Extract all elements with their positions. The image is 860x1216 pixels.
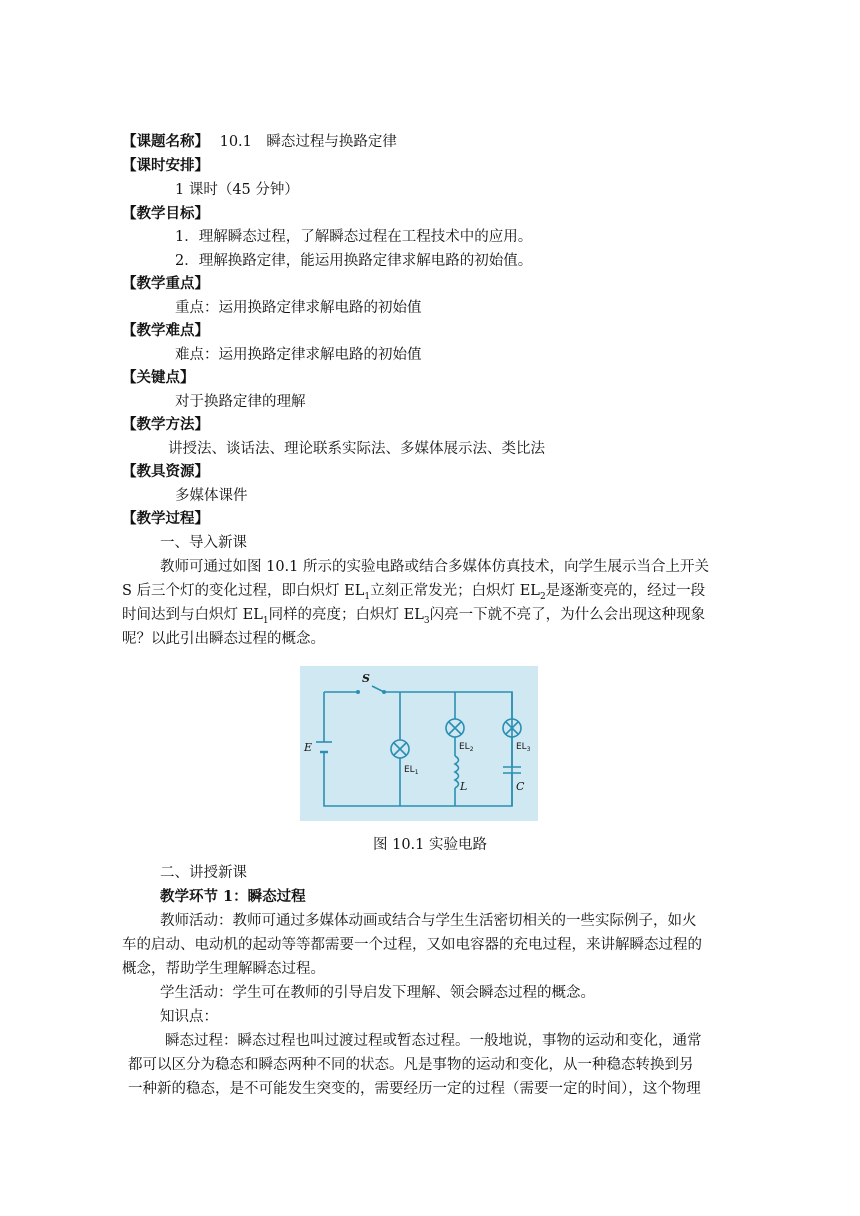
intro-line-2: S 后三个灯的变化过程，即白炽灯 $EL_1$立刻正常发光；白炽灯 $EL_2$是逐渐变亮的，经过一段: [122, 583, 706, 602]
inductor-label: L: [460, 780, 468, 793]
schedule-text: 1 课时（45 分钟）: [175, 182, 299, 198]
key-points-text: 重点：运用换路定律求解电路的初始值: [175, 300, 422, 316]
methods-text: 讲授法、谈话法、理论联系实际法、多媒体展示法、类比法: [168, 441, 545, 457]
section-label-critical: 【关键点】: [122, 369, 195, 386]
section-label-difficulties: 【教学难点】: [122, 322, 209, 339]
teacher-line-1: 教师活动：教师可通过多媒体动画或结合与学生生活密切相关的一些实际例子，如火: [160, 913, 697, 929]
objective-item-2: 2．理解换路定律，能运用换路定律求解电路的初始值。: [175, 253, 533, 269]
intro-line-4: 呢？以此引出瞬态过程的概念。: [122, 631, 325, 647]
resources-text: 多媒体课件: [175, 488, 248, 504]
teacher-line-3: 概念，帮助学生理解瞬态过程。: [122, 961, 325, 977]
step-intro-heading: 一、导入新课: [160, 535, 247, 551]
lamp2-label: $EL_2$: [459, 742, 474, 753]
lesson-title-value: 10.1 瞬态过程与换路定律: [219, 134, 397, 150]
lamp3-label: $EL_3$: [516, 742, 531, 753]
section-label-schedule: 【课时安排】: [122, 157, 209, 174]
knowledge-line-3: 一种新的稳态，是不可能发生突变的，需要经历一定的过程（需要一定的时间），这个物理: [128, 1081, 701, 1097]
switch-label: S: [362, 672, 370, 685]
knowledge-label: 知识点：: [160, 1009, 218, 1025]
intro-line-3: 时间达到与白炽灯 $EL_1$同样的亮度；白炽灯 $EL_3$闪亮一下就不亮了，为什么会出现这种现象: [122, 607, 706, 626]
section-label-objectives: 【教学目标】: [122, 205, 209, 222]
student-line: 学生活动：学生可在教师的引导启发下理解、领会瞬态过程的概念。: [160, 985, 595, 1001]
section-label-process: 【教学过程】: [122, 510, 209, 527]
circuit-figure: [300, 666, 538, 821]
step-lecture-heading: 二、讲授新课: [160, 865, 247, 881]
figure-caption: 图 10.1 实验电路: [372, 837, 487, 853]
section-label-key-points: 【教学重点】: [122, 275, 209, 292]
knowledge-line-2: 都可以区分为稳态和瞬态两种不同的状态。凡是事物的运动和变化，从一种稳态转换到另: [128, 1057, 694, 1073]
capacitor-label: C: [516, 780, 525, 793]
section-label-resources: 【教具资源】: [122, 463, 209, 480]
difficulties-text: 难点：运用换路定律求解电路的初始值: [175, 347, 422, 363]
objective-item-1: 1．理解瞬态过程，了解瞬态过程在工程技术中的应用。: [175, 229, 533, 245]
link1-title: 教学环节 1：瞬态过程: [160, 888, 306, 905]
lesson-title-row: [122, 132, 397, 152]
intro-line-1: 教师可通过如图 10.1 所示的实验电路或结合多媒体仿真技术，向学生展示当合上开关: [160, 559, 710, 575]
section-label-methods: 【教学方法】: [122, 416, 209, 433]
lamp1-label: $EL_1$: [404, 765, 419, 776]
lesson-title-label: 【课题名称】: [122, 133, 209, 150]
knowledge-line-1: 瞬态过程：瞬态过程也叫过渡过程或暂态过程。一般地说，事物的运动和变化，通常: [165, 1033, 702, 1049]
circuit-diagram: [300, 666, 538, 821]
critical-text: 对于换路定律的理解: [175, 394, 306, 410]
teacher-line-2: 车的启动、电动机的起动等等都需要一个过程，又如电容器的充电过程，来讲解瞬态过程的: [122, 937, 702, 953]
source-label: E: [304, 741, 313, 754]
